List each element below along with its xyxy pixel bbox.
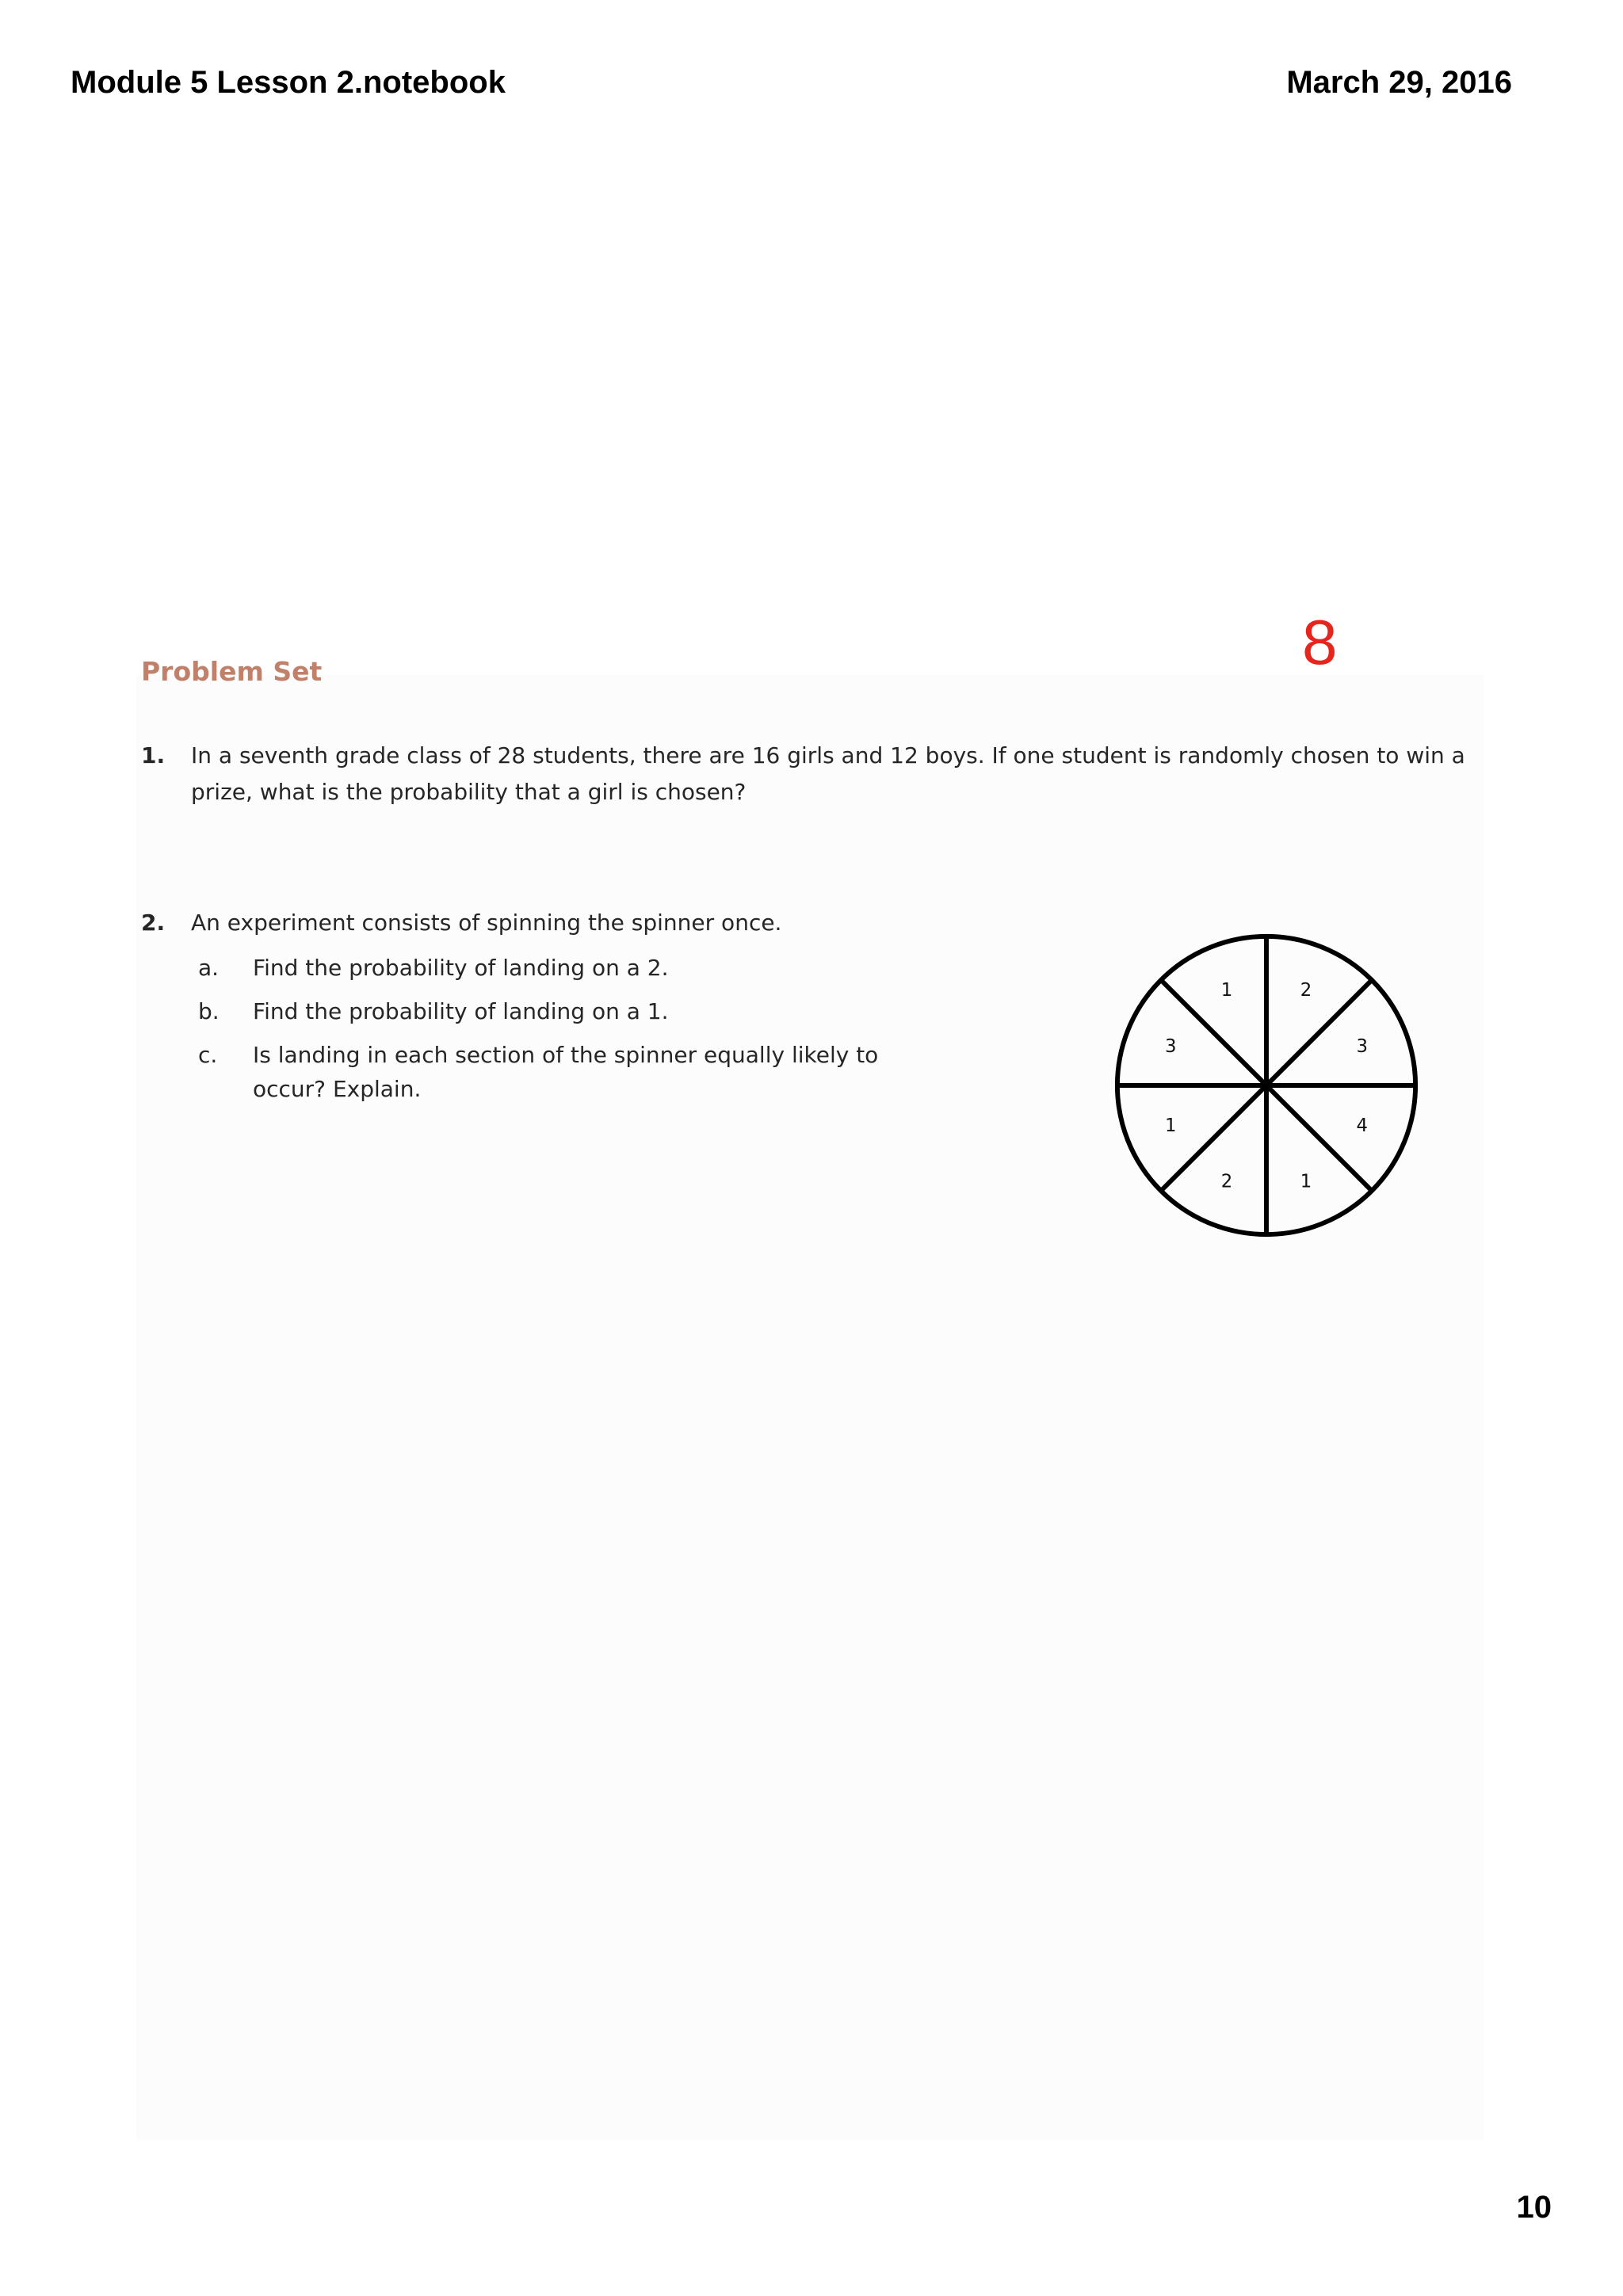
spinner-section-label: 4	[1356, 1115, 1369, 1136]
problem-set-title: Problem Set	[141, 656, 323, 687]
spinner-section-label: 1	[1220, 980, 1233, 1001]
problem-1-line-2: prize, what is the probability that a girl is chosen?	[191, 779, 747, 805]
problem-2c-line-2: occur? Explain.	[253, 1076, 422, 1102]
problem-2a-text: Find the probability of landing on a 2.	[253, 955, 669, 981]
handwritten-annotation: 8	[1302, 607, 1338, 677]
problem-2b-text: Find the probability of landing on a 1.	[253, 998, 669, 1024]
problem-2a-letter: a.	[198, 955, 220, 981]
spinner-section-label: 2	[1220, 1171, 1233, 1192]
spinner-section-label: 2	[1300, 980, 1312, 1001]
spinner-section-label: 3	[1356, 1035, 1369, 1057]
problem-2-line-1: An experiment consists of spinning the spinner once.	[191, 910, 782, 936]
notebook-date: March 29, 2016	[1286, 65, 1512, 100]
spinner-section-label: 1	[1164, 1115, 1177, 1136]
spinner-section-label: 1	[1300, 1171, 1312, 1192]
problem-1-number: 1.	[141, 742, 166, 769]
spinner-section-label: 3	[1164, 1035, 1177, 1057]
worksheet-scan	[136, 675, 1484, 2141]
problem-2c-letter: c.	[198, 1042, 218, 1068]
problem-2b-letter: b.	[198, 998, 220, 1024]
spinner-diagram	[1109, 929, 1423, 1242]
page-number: 10	[1516, 2190, 1552, 2225]
notebook-title: Module 5 Lesson 2.notebook	[71, 65, 506, 100]
problem-2-number: 2.	[141, 910, 166, 936]
problem-1-line-1: In a seventh grade class of 28 students, there are 16 girls and 12 boys. If one student is randomly chosen to win a	[191, 742, 1465, 769]
problem-2c-line-1: Is landing in each section of the spinner equally likely to	[253, 1042, 879, 1068]
